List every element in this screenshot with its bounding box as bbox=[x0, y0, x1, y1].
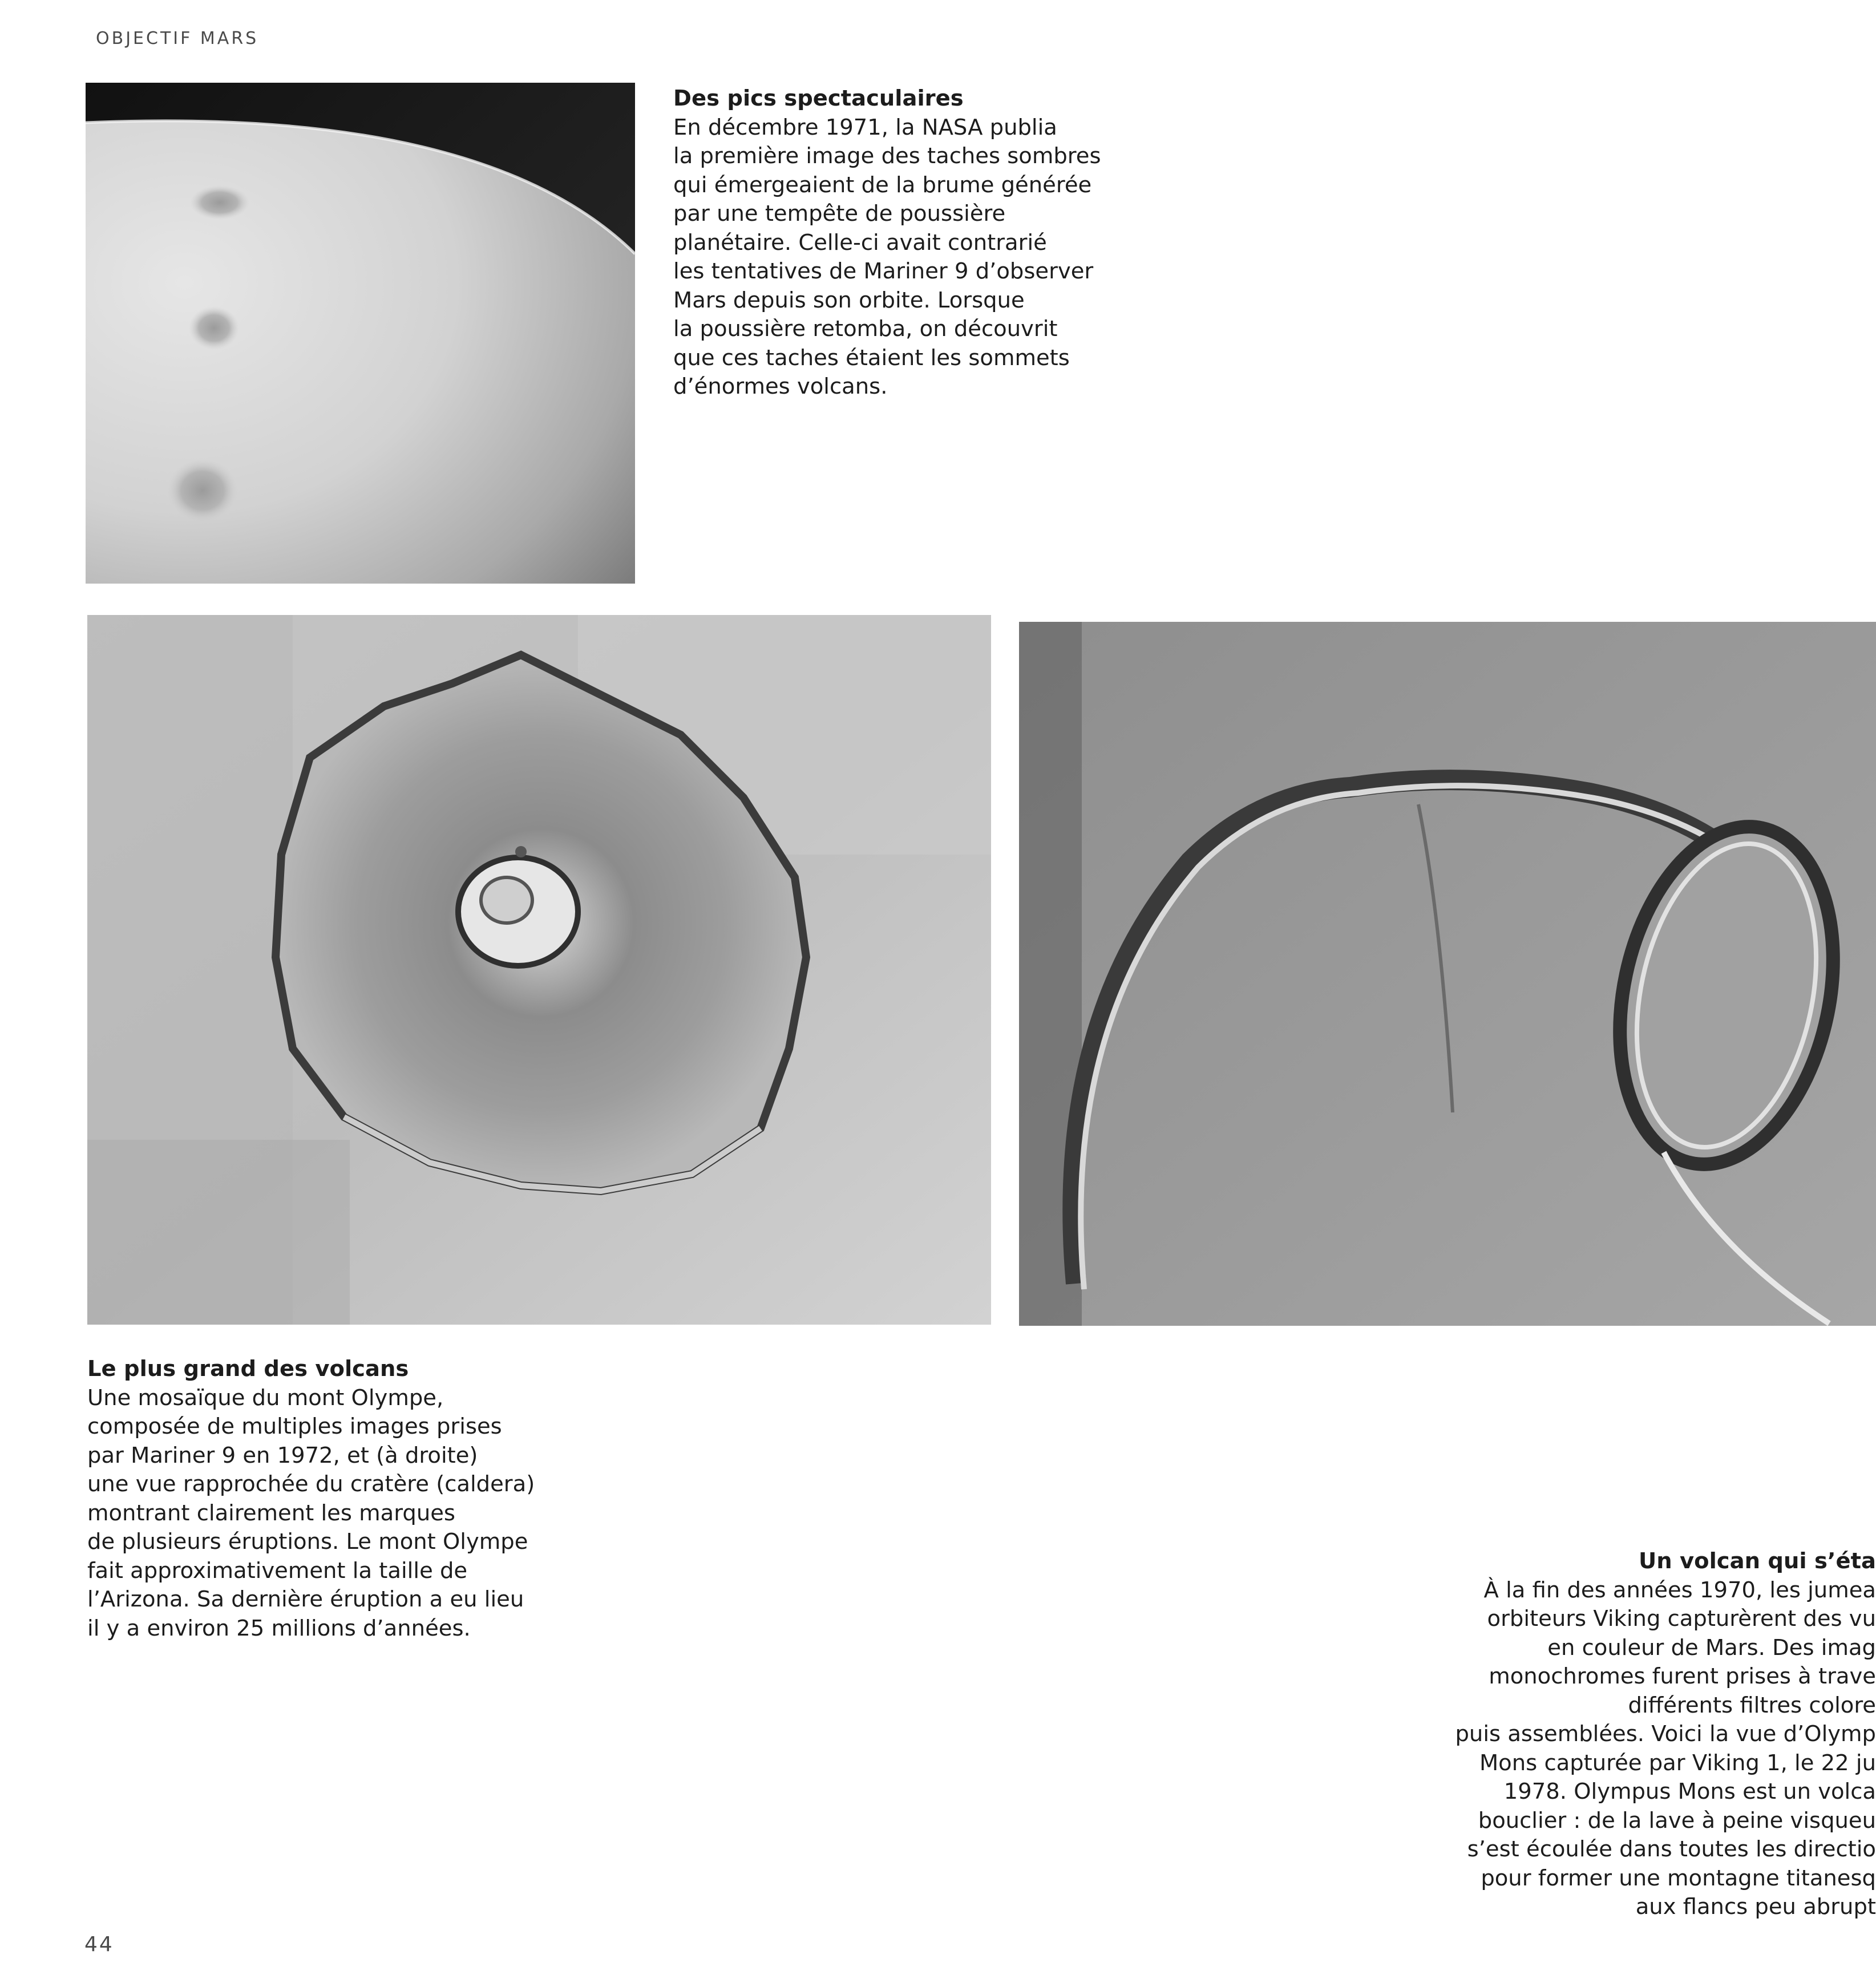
caption-largest-title: Le plus grand des volcans bbox=[87, 1356, 409, 1382]
caption-largest-line: de plusieurs éruptions. Le mont Olympe bbox=[87, 1529, 528, 1555]
caption-viking-line: 1978. Olympus Mons est un volca bbox=[1503, 1779, 1876, 1804]
caption-peaks-line: planétaire. Celle-ci avait contrarié bbox=[673, 229, 1047, 256]
caption-viking-line: monochromes furent prises à trave bbox=[1489, 1664, 1876, 1689]
caption-largest-line: fait approximativement la taille de bbox=[87, 1557, 468, 1584]
caption-peaks-title: Des pics spectaculaires bbox=[673, 86, 964, 111]
running-head-title: OBJECTIF MARS bbox=[96, 29, 259, 48]
caption-largest-line: Une mosaïque du mont Olympe, bbox=[87, 1385, 444, 1411]
caption-peaks-line: Mars depuis son orbite. Lorsque bbox=[673, 287, 1025, 313]
olympus-mosaic-photo bbox=[87, 615, 991, 1325]
haze-spot-3 bbox=[167, 459, 238, 523]
caption-largest bbox=[87, 1355, 555, 1643]
caption-peaks-line: les tentatives de Mariner 9 d’observer bbox=[673, 258, 1094, 284]
caption-peaks-line: la première image des taches sombres bbox=[673, 143, 1101, 169]
caption-viking-line: À la fin des années 1970, les jumea bbox=[1483, 1577, 1876, 1603]
caption-largest-line: montrant clairement les marques bbox=[87, 1500, 455, 1526]
mars-haze-photo bbox=[86, 83, 635, 584]
caption-viking-line: en couleur de Mars. Des imag bbox=[1547, 1634, 1876, 1661]
caption-largest-line: composée de multiples images prises bbox=[87, 1414, 502, 1439]
caption-largest-line: par Mariner 9 en 1972, et (à droite) bbox=[87, 1442, 478, 1468]
caption-peaks bbox=[673, 84, 1107, 402]
caption-largest-line: une vue rapprochée du cratère (caldera) bbox=[87, 1471, 535, 1497]
caption-viking-line: aux flancs peu abrupt bbox=[1635, 1894, 1876, 1920]
caldera-image bbox=[1019, 622, 1876, 1326]
haze-spot-2 bbox=[189, 306, 239, 350]
caldera-photo bbox=[1019, 622, 1876, 1326]
caption-peaks-line: par une tempête de poussière bbox=[673, 201, 1006, 226]
caption-viking-line: différents filtres colore bbox=[1628, 1692, 1876, 1718]
caption-viking bbox=[1449, 1547, 1876, 1922]
olympus-mosaic-image bbox=[87, 615, 991, 1325]
caption-peaks-line: qui émergeaient de la brume générée bbox=[673, 172, 1092, 198]
caption-viking-line: Mons capturée par Viking 1, le 22 ju bbox=[1479, 1750, 1876, 1776]
mars-haze-image bbox=[86, 83, 635, 584]
haze-spot-1 bbox=[190, 185, 249, 220]
caption-viking-line: s’est écoulée dans toutes les directio bbox=[1467, 1836, 1876, 1862]
caption-viking-line: bouclier : de la lave à peine visqueu bbox=[1478, 1807, 1876, 1834]
caption-largest-line: l’Arizona. Sa dernière éruption a eu lieu bbox=[87, 1586, 524, 1612]
caption-viking-line: puis assemblées. Voici la vue d’Olymp bbox=[1455, 1721, 1876, 1747]
caption-largest-line: il y a environ 25 millions d’années. bbox=[87, 1615, 471, 1641]
caption-peaks-line: que ces taches étaient les sommets bbox=[673, 345, 1070, 371]
caption-viking-line: pour former une montagne titanesq bbox=[1481, 1865, 1876, 1891]
caption-peaks-line: En décembre 1971, la NASA publia bbox=[673, 114, 1057, 140]
caption-peaks-line: d’énormes volcans. bbox=[673, 374, 888, 399]
caption-peaks-line: la poussière retomba, on découvrit bbox=[673, 316, 1058, 342]
page-number: 44 bbox=[84, 1933, 114, 1956]
caption-viking-title: Un volcan qui s’éta bbox=[1638, 1548, 1876, 1574]
caption-viking-line: orbiteurs Viking capturèrent des vu bbox=[1487, 1606, 1876, 1632]
